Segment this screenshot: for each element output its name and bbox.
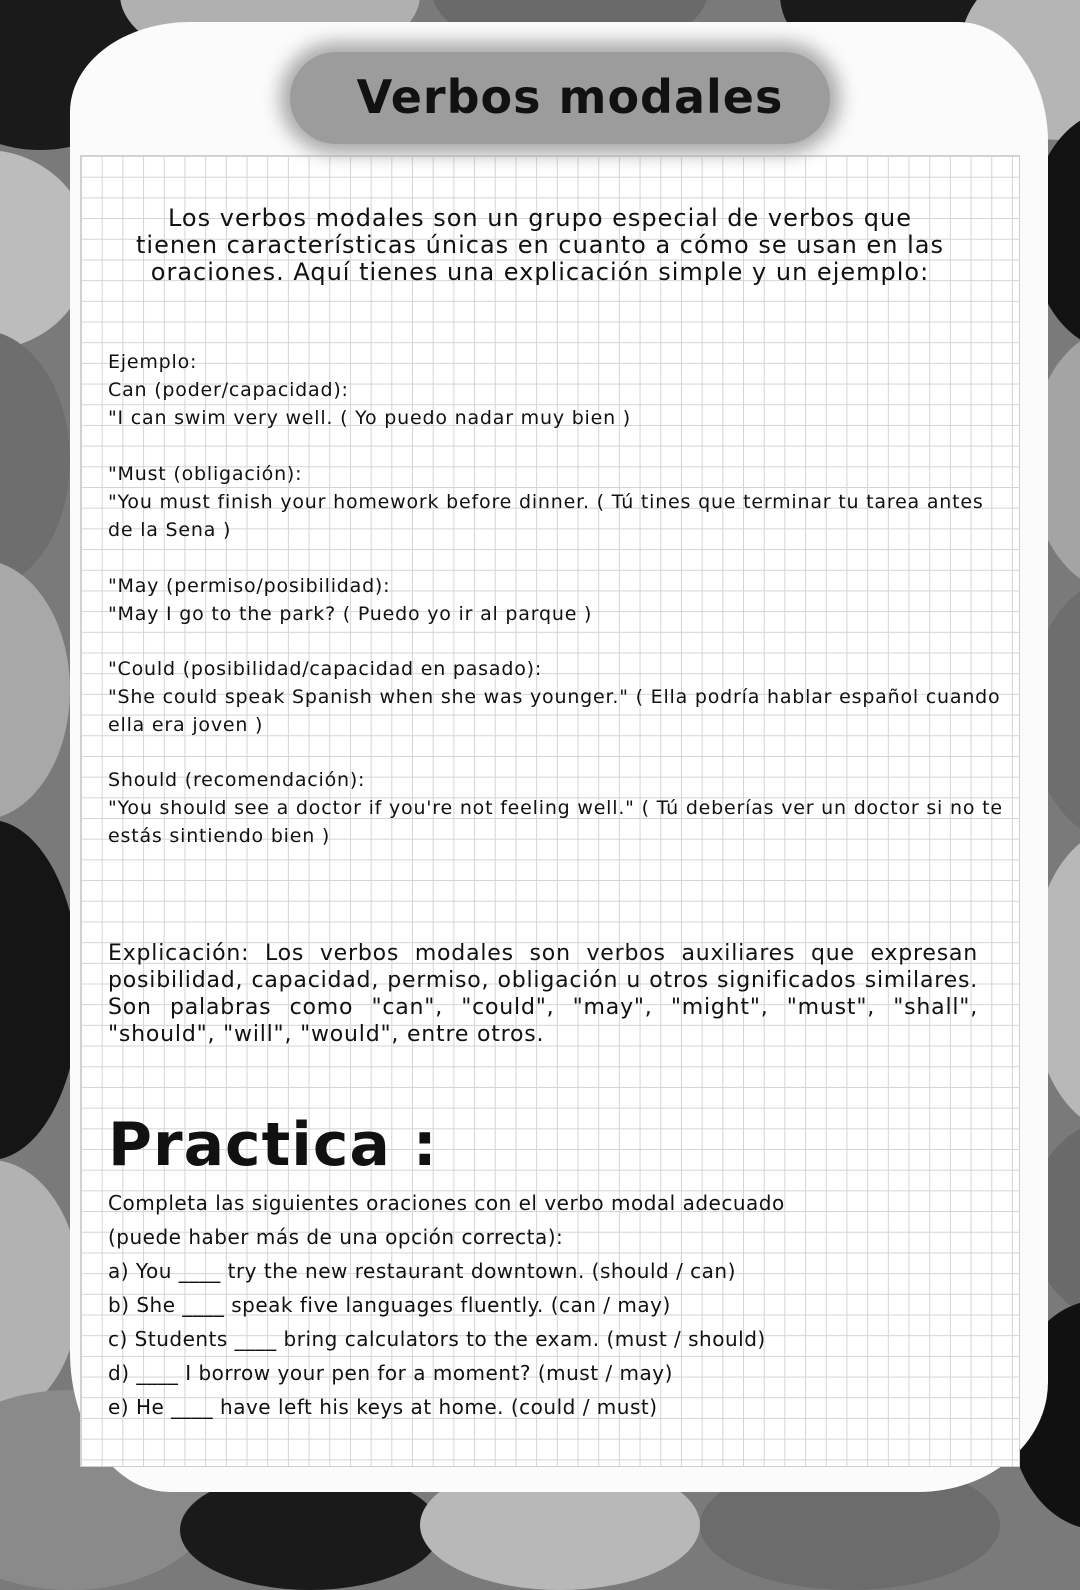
- page-title: Verbos modales: [356, 70, 784, 124]
- could-label: "Could (posibilidad/capacidad en pasado):: [108, 658, 543, 680]
- border-blob: [0, 330, 70, 590]
- may-text: "May I go to the park? ( Puedo yo ir al parque ): [108, 603, 593, 625]
- practice-note: (puede haber más de una opción correcta):: [108, 1225, 564, 1249]
- example-can: [108, 348, 1008, 432]
- must-text: "You must finish your homework before dinner. ( Tú tines que terminar tu tarea antes de la Sena ): [108, 491, 984, 541]
- practice-item-d: d) ____ I borrow your pen for a moment? (must / may): [108, 1361, 673, 1385]
- intro-paragraph: Los verbos modales son un grupo especial de verbos que tienen características únicas en cuanto a cómo se usan en las oraciones. Aquí tienes una explicación simple y un ejemplo:: [136, 204, 944, 286]
- practice-heading: Practica :: [108, 1110, 438, 1180]
- practice-exercise: [108, 1186, 1008, 1424]
- practice-item-b: b) She ____ speak five languages fluently. (can / may): [108, 1293, 671, 1317]
- example-may: [108, 572, 1008, 628]
- example-should: [108, 766, 1008, 850]
- must-label: "Must (obligación):: [108, 463, 303, 485]
- border-blob: [0, 560, 70, 820]
- can-text: "I can swim very well. ( Yo puedo nadar muy bien ): [108, 407, 632, 429]
- should-text: "You should see a doctor if you're not feeling well." ( Tú deberías ver un doctor si no te estás sintiendo bien ): [108, 797, 1003, 847]
- example-must: [108, 460, 1008, 544]
- border-blob: [0, 820, 80, 1160]
- example-could: [108, 655, 1008, 739]
- practice-instruction: Completa las siguientes oraciones con el verbo modal adecuado: [108, 1191, 785, 1215]
- border-blob: [0, 1160, 80, 1420]
- practice-item-c: c) Students ____ bring calculators to the exam. (must / should): [108, 1327, 766, 1351]
- examples-heading: Ejemplo:: [108, 351, 198, 373]
- explanation-paragraph: Explicación: Los verbos modales son verbos auxiliares que expresan posibilidad, capacidad, permiso, obligación u otros significados similares. Son palabras como "can", "could", "may", "might", "must", "shall", "should", "will", "would", entre otros.: [108, 941, 978, 1047]
- may-label: "May (permiso/posibilidad):: [108, 575, 391, 597]
- practice-item-a: a) You ____ try the new restaurant downtown. (should / can): [108, 1259, 736, 1283]
- could-text: "She could speak Spanish when she was younger." ( Ella podría hablar español cuando ella era joven ): [108, 686, 1001, 736]
- practice-item-e: e) He ____ have left his keys at home. (could / must): [108, 1395, 658, 1419]
- can-label: Can (poder/capacidad):: [108, 379, 349, 401]
- should-label: Should (recomendación):: [108, 769, 366, 791]
